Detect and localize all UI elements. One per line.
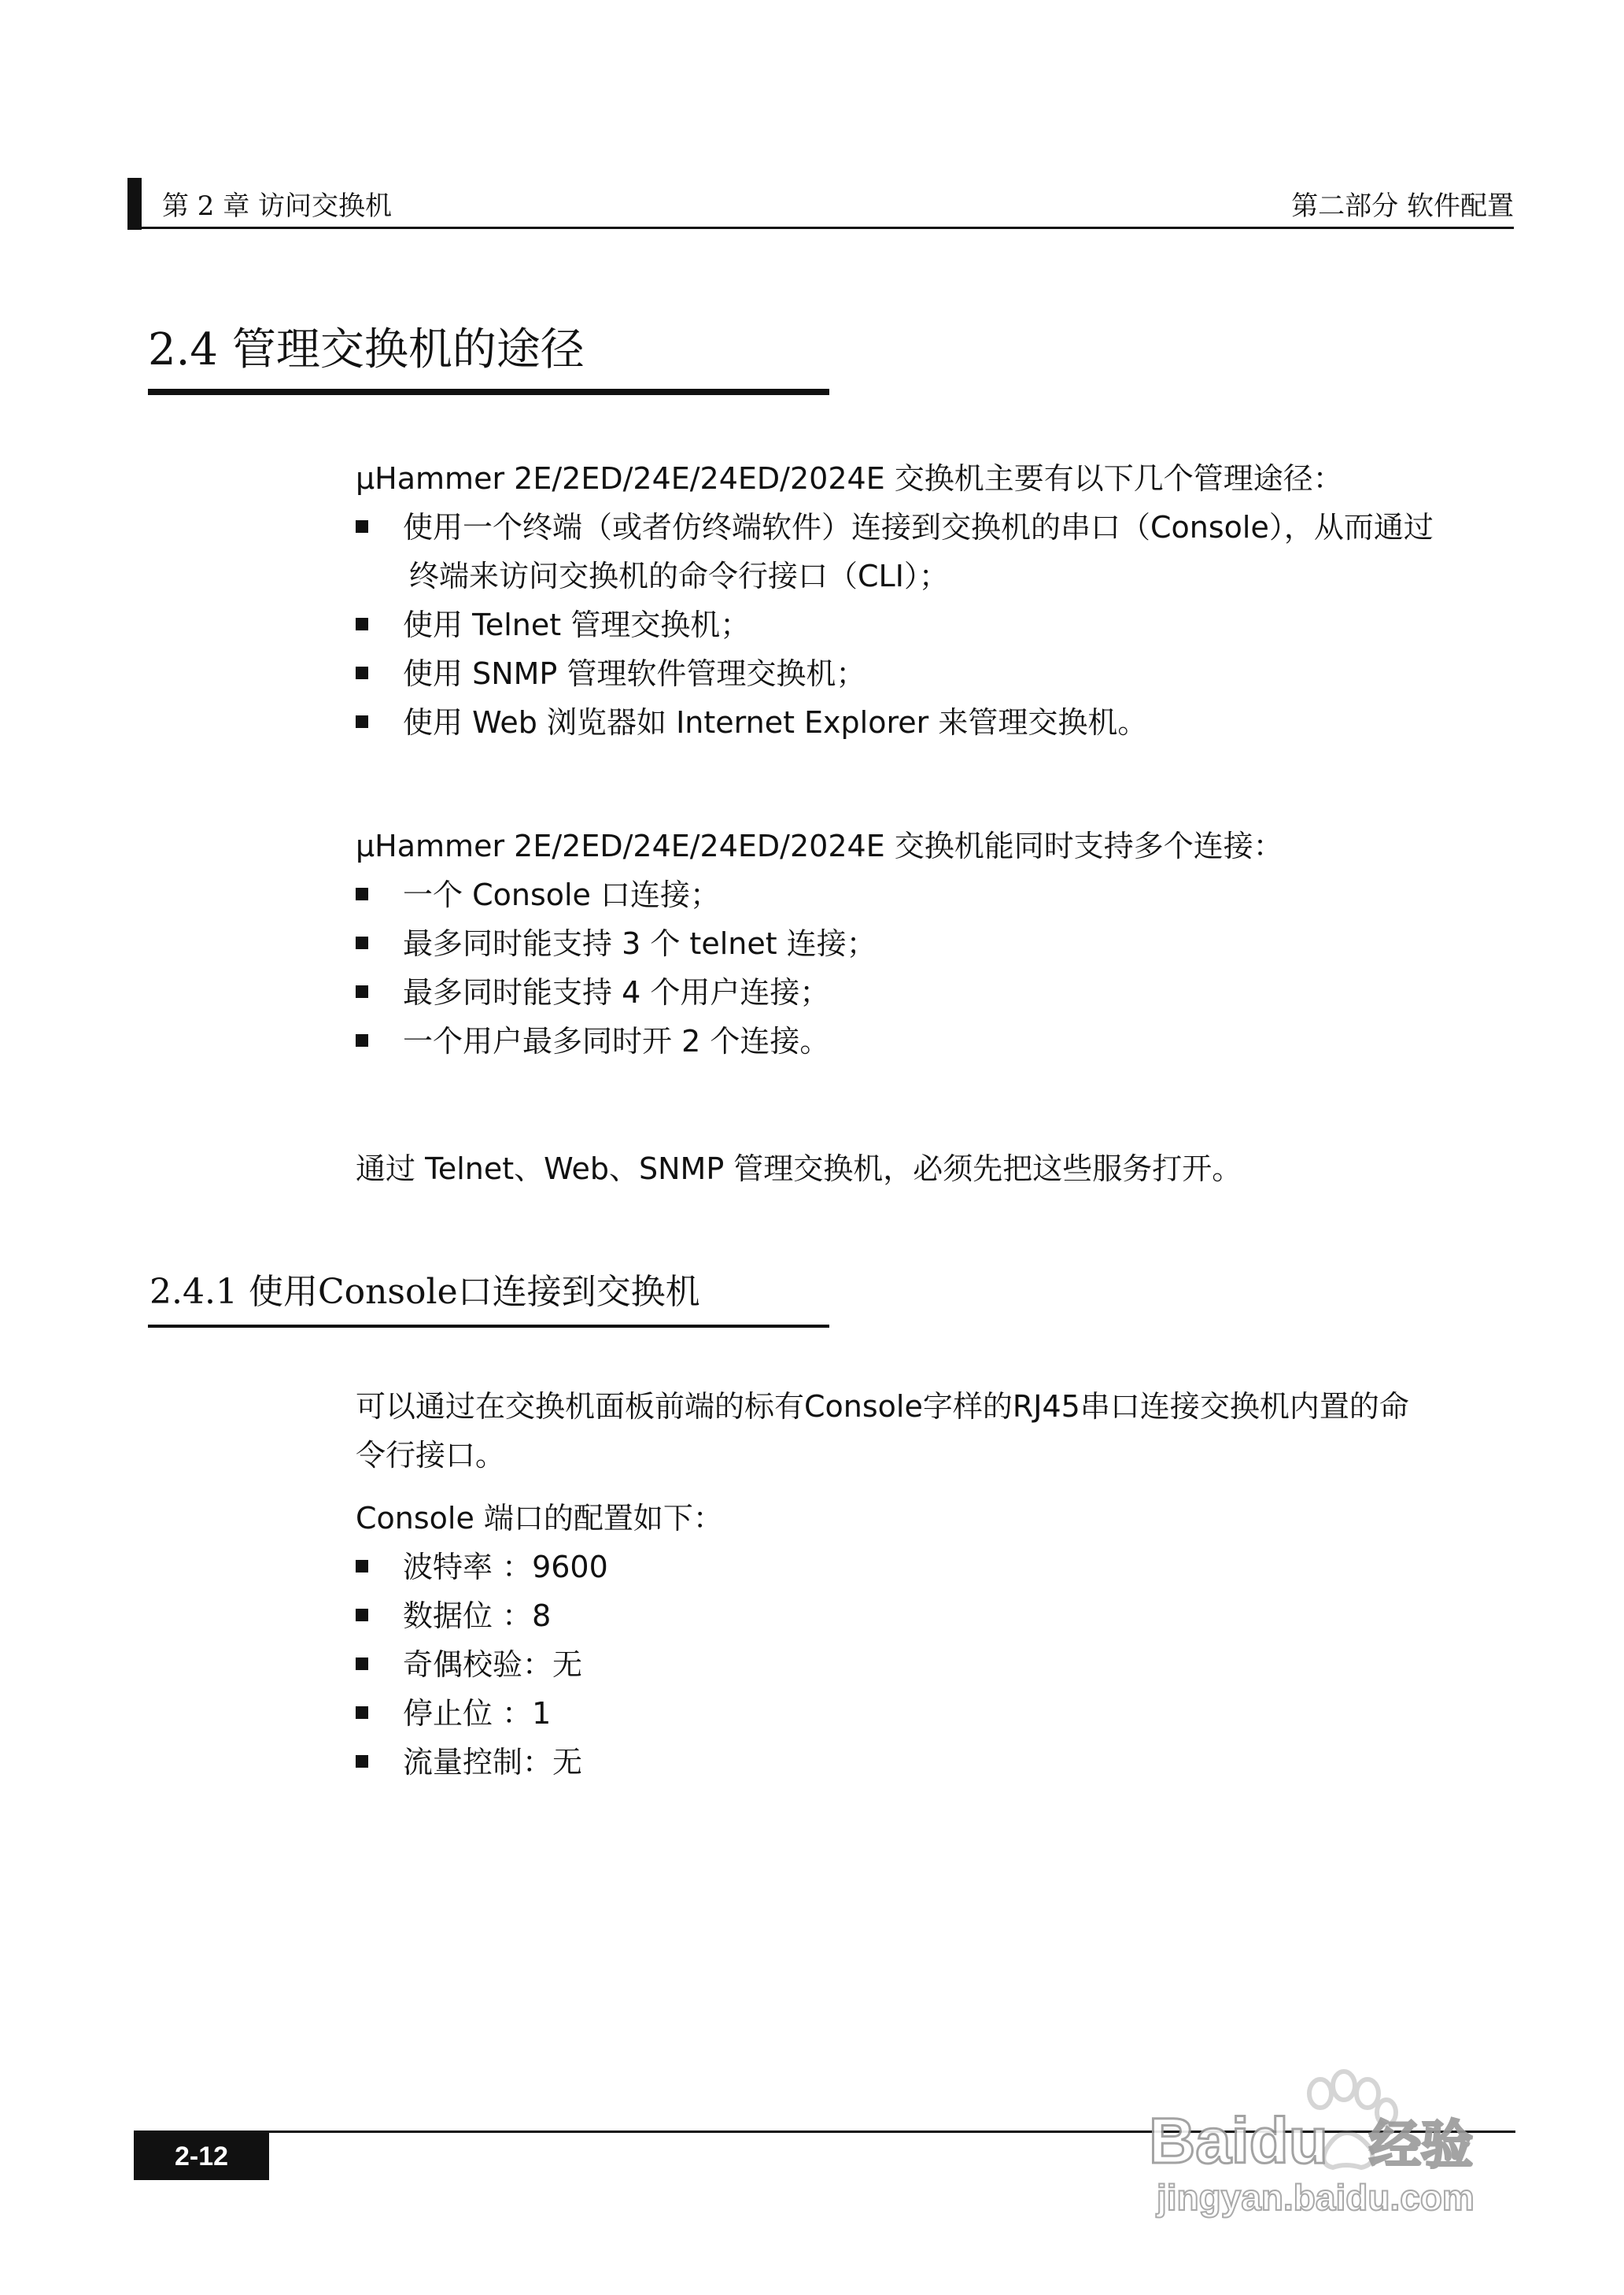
bullet-icon: [356, 1755, 368, 1768]
watermark-brand: Baidu: [1149, 2105, 1328, 2177]
console-description-line2: 令行接口。: [356, 1438, 506, 1473]
header-chapter: 第 2 章 访问交换机: [162, 190, 393, 222]
config-item-flow-control: 流量控制：无: [356, 1738, 582, 1787]
page-number: 2-12: [134, 2133, 269, 2180]
subsection-title: 2.4.1 使用Console口连接到交换机: [149, 1272, 700, 1312]
bullet-icon: [356, 520, 368, 533]
bullet-icon: [356, 888, 368, 900]
config-item-stop-bits: 停止位 ：1: [356, 1689, 551, 1738]
watermark-url: jingyan.baidu.com: [1157, 2177, 1475, 2218]
config-item-data-bits: 数据位 ：8: [356, 1591, 551, 1640]
bullet-icon: [356, 1560, 368, 1572]
header-marker-bar: [127, 178, 142, 230]
console-config-intro: Console 端口的配置如下：: [356, 1501, 723, 1536]
section-title-rule: [148, 389, 829, 395]
list-item: 使用 Telnet 管理交换机；: [356, 601, 750, 649]
section-title: 2.4 管理交换机的途径: [148, 324, 585, 375]
list-item: 一个 Console 口连接；: [356, 870, 720, 919]
list-item: 使用一个终端（或者仿终端软件）连接到交换机的串口（Console），从而通过: [356, 503, 1434, 552]
bullet-icon: [356, 1609, 368, 1621]
bullet-icon: [356, 715, 368, 728]
list-item: 一个用户最多同时开 2 个连接。: [356, 1017, 829, 1066]
management-intro: μHammer 2E/2ED/24E/24ED/2024E 交换机主要有以下几个管理途径：: [356, 461, 1343, 496]
baidu-jingyan-watermark: [1133, 2062, 1542, 2227]
bullet-icon: [356, 618, 368, 630]
console-description-line1: 可以通过在交换机面板前端的标有Console字样的RJ45串口连接交换机内置的命: [356, 1389, 1409, 1424]
config-item-baud-rate: 波特率 ：9600: [356, 1543, 608, 1591]
list-item: 最多同时能支持 4 个用户连接；: [356, 968, 829, 1017]
services-note: 通过 Telnet、Web、SNMP 管理交换机，必须先把这些服务打开。: [356, 1151, 1242, 1186]
bullet-icon: [356, 667, 368, 679]
bullet-icon: [356, 985, 368, 998]
header-rule: [127, 227, 1514, 229]
list-item: 使用 SNMP 管理软件管理交换机；: [356, 649, 866, 698]
list-item-continuation: 终端来访问交换机的命令行接口（CLI）；: [409, 559, 949, 593]
watermark-brand-suffix: 经验: [1369, 2115, 1473, 2175]
bullet-icon: [356, 937, 368, 949]
list-item: 最多同时能支持 3 个 telnet 连接；: [356, 919, 877, 968]
bullet-icon: [356, 1034, 368, 1047]
header-part: 第二部分 软件配置: [1291, 190, 1514, 222]
bullet-icon: [356, 1658, 368, 1670]
config-item-parity: 奇偶校验：无: [356, 1640, 582, 1689]
bullet-icon: [356, 1706, 368, 1719]
connections-intro: μHammer 2E/2ED/24E/24ED/2024E 交换机能同时支持多个连接：: [356, 829, 1283, 863]
subsection-title-rule: [148, 1325, 829, 1328]
list-item: 使用 Web 浏览器如 Internet Explorer 来管理交换机。: [356, 698, 1147, 747]
